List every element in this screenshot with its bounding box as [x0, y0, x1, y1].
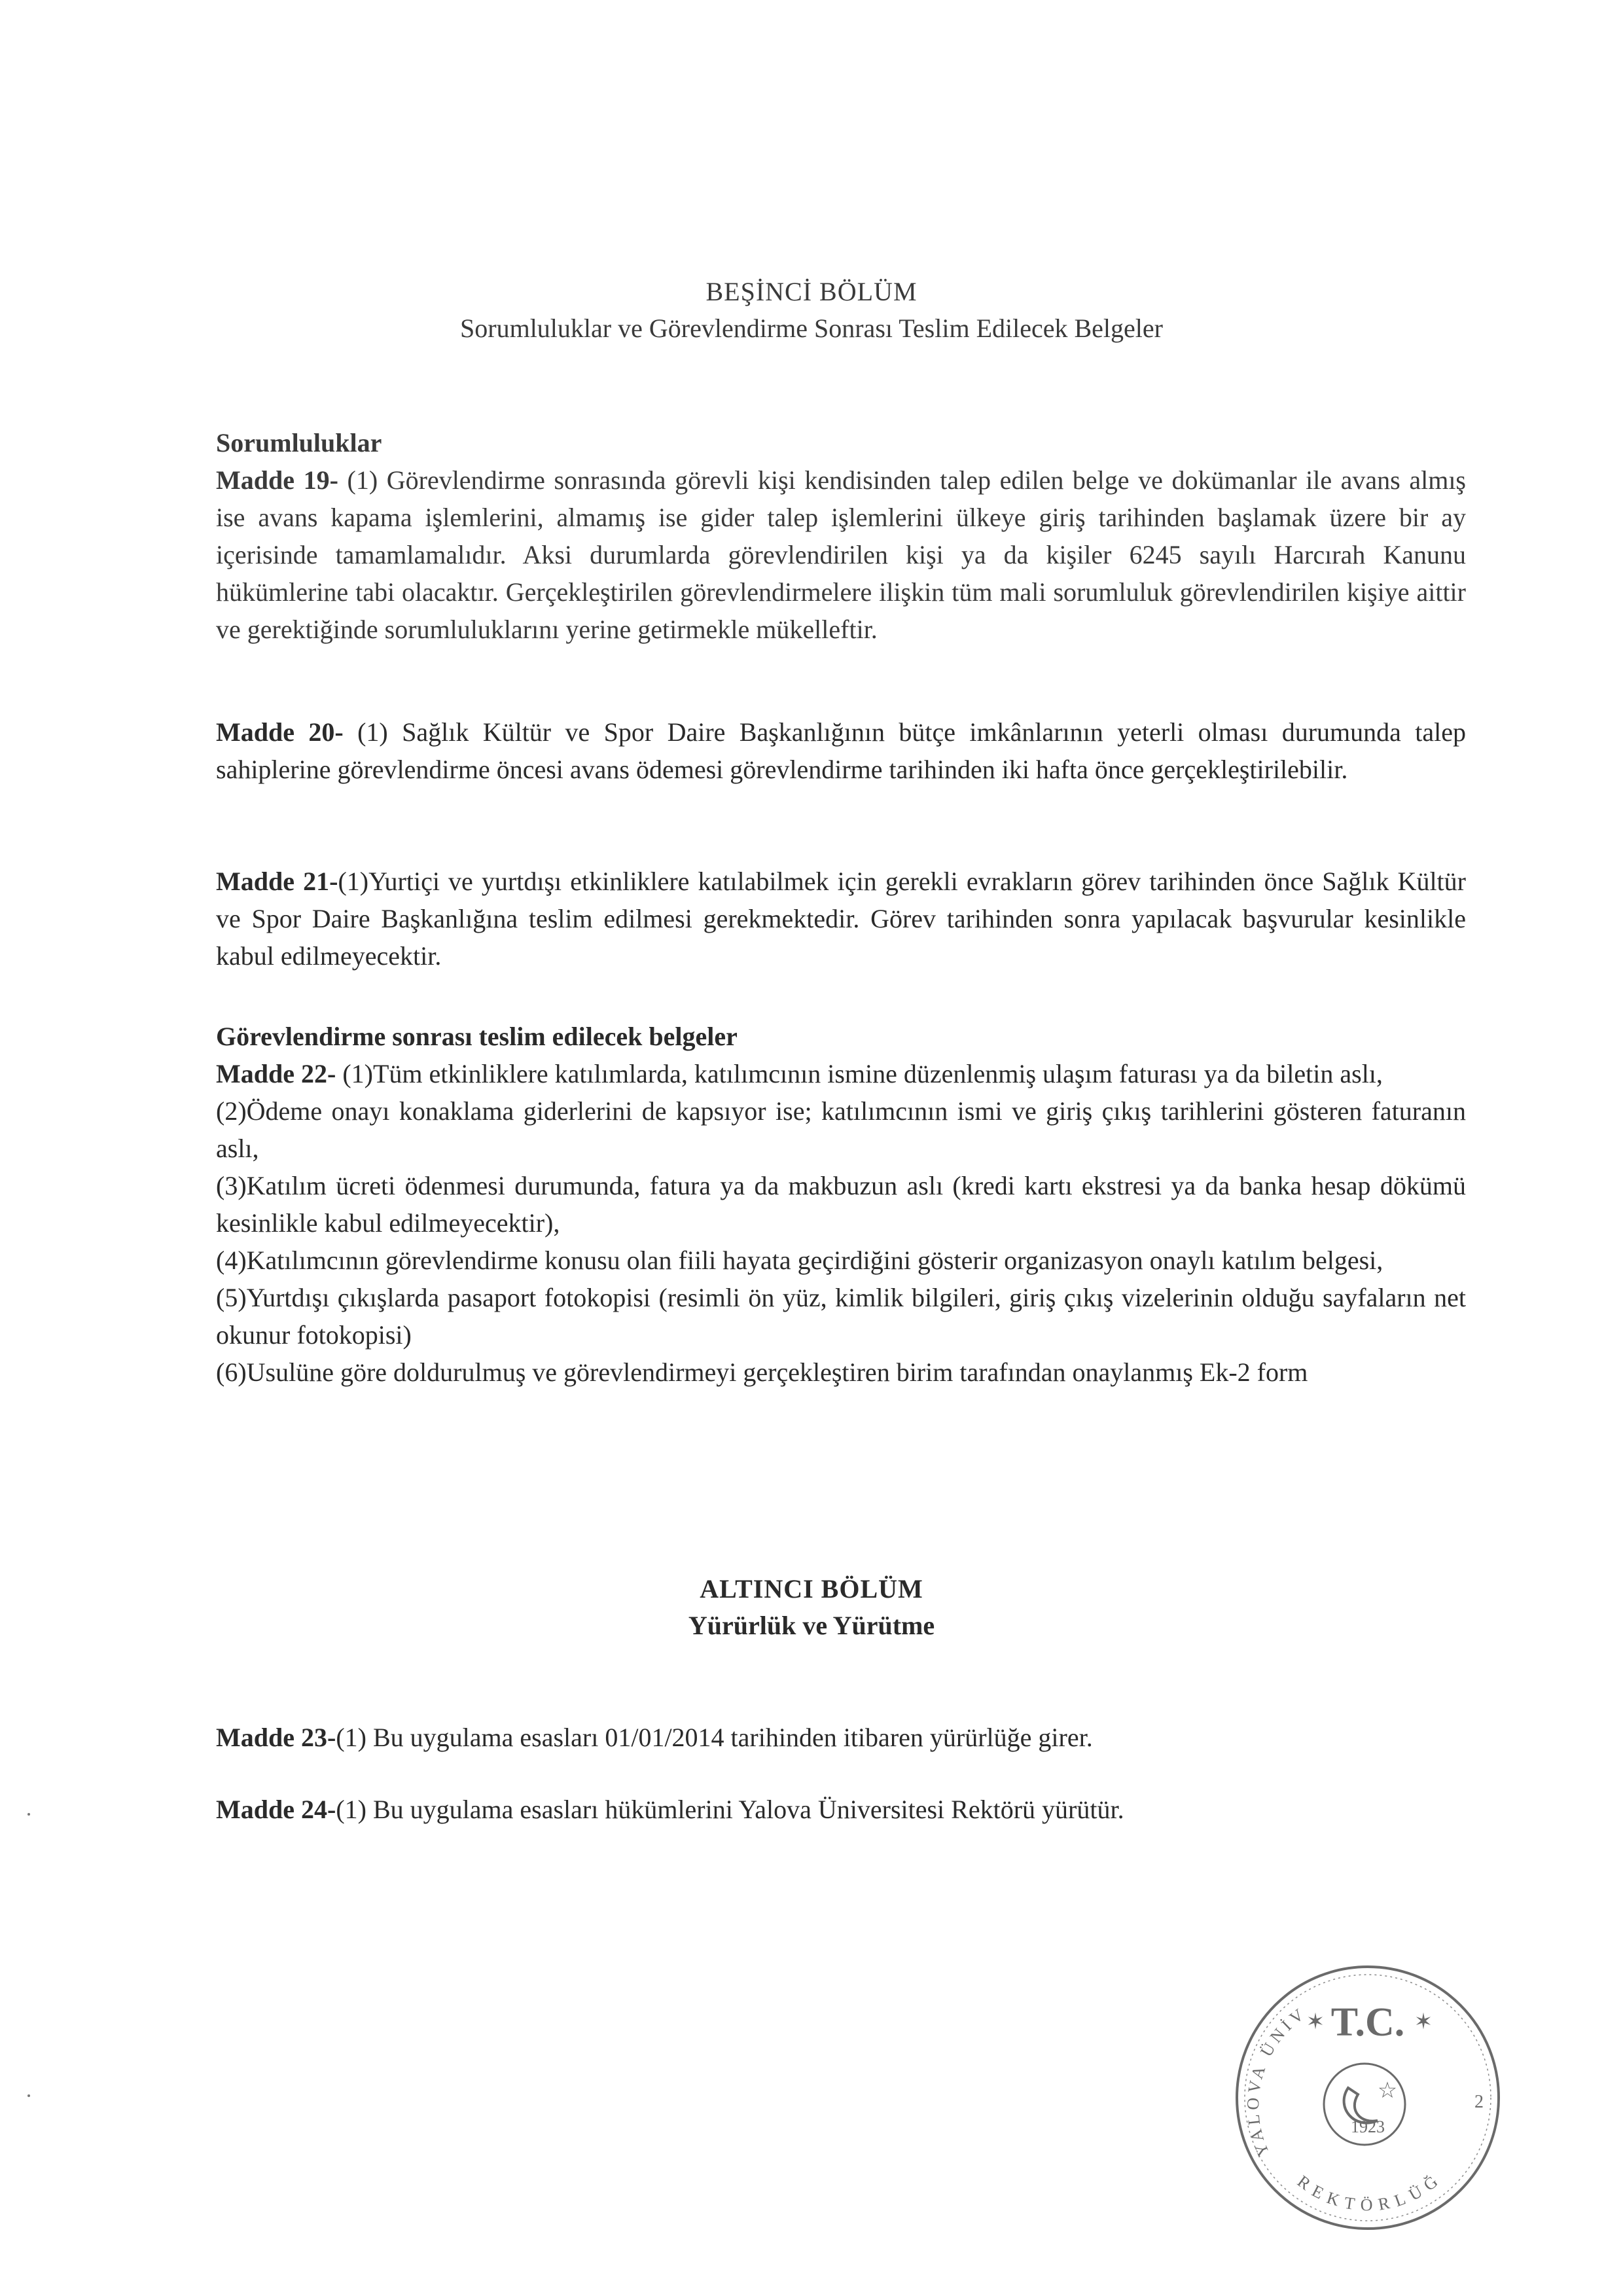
- madde-19-paragraph: [216, 461, 1466, 648]
- madde-22-item-6: (6)Usulüne göre doldurulmuş ve görevlendirmeyi gerçekleştiren birim tarafından onaylanmış Ek-2 form: [216, 1357, 1308, 1387]
- madde-23-paragraph: [216, 1719, 1466, 1756]
- madde-24-block: [216, 1791, 1466, 1828]
- seal-bottom-arc: REKTÖRLÜĞ: [1293, 2168, 1447, 2215]
- madde-22-item-text: (1)Tüm etkinliklere katılımlarda, katılımcının ismine düzenlenmiş ulaşım faturası ya da biletin aslı,: [336, 1059, 1383, 1088]
- responsibilities-heading: Sorumluluklar: [216, 428, 382, 457]
- madde-21-block: [216, 863, 1466, 975]
- section-5-title: BEŞİNCİ BÖLÜM: [705, 277, 918, 306]
- madde-22-item-2: (2)Ödeme onayı konaklama giderlerini de kapsıyor ise; katılımcının ismi ve giriş çıkış tarihlerini gösteren faturanın aslı,: [216, 1096, 1466, 1163]
- madde-20-block: [216, 713, 1466, 788]
- madde-24-paragraph: [216, 1791, 1466, 1828]
- madde-22-item-4: (4)Katılımcının görevlendirme konusu olan fiili hayata geçirdiğini gösterir organizasyon onaylı katılım belgesi,: [216, 1246, 1383, 1275]
- madde-24-label: Madde 24-: [216, 1795, 336, 1824]
- madde-21-label: Madde 21-: [216, 867, 338, 896]
- madde-20-label: Madde 20-: [216, 717, 344, 747]
- svg-text:✶: ✶: [1414, 2010, 1433, 2034]
- university-seal: [1224, 1957, 1512, 2238]
- madde-20-paragraph: [216, 713, 1466, 788]
- section-5-header: [0, 274, 1623, 347]
- madde-21-paragraph: [216, 863, 1466, 975]
- madde-24-text: (1) Bu uygulama esasları hükümlerini Yalova Üniversitesi Rektörü yürütür.: [336, 1795, 1124, 1824]
- margin-mark: [27, 2094, 30, 2097]
- madde-23-block: [216, 1719, 1466, 1756]
- madde-22-item-3: (3)Katılım ücreti ödenmesi durumunda, fatura ya da makbuzun aslı (kredi kartı ekstresi ya da banka hesap dökümü kesinlikle kabul edilmeyecektir),: [216, 1171, 1466, 1238]
- madde-23-text: (1) Bu uygulama esasları 01/01/2014 tarihinden itibaren yürürlüğe girer.: [336, 1723, 1093, 1752]
- seal-stamp-icon: [1224, 1957, 1512, 2238]
- madde-19-text: (1) Görevlendirme sonrasında görevli kişi kendisinden talep edilen belge ve dokümanlar ile avans almış ise avans kapama işlemlerini, almamış ise gider talep işlemlerini ülkeye giriş tarihinden başlamak üzere bir ay içerisinde tamamlamalıdır. Aksi durumlarda görevlendirilen kişi ya da kişiler 6245 sayılı Harcırah Kanunu hükümlerine tabi olacaktır. Gerçekleştirilen görevlendirmelere ilişkin tüm mali sorumluluk görevlendirilen kişiye aittir ve gerektiğinde sorumluluklarını yerine getirmekle mükelleftir.: [216, 465, 1466, 644]
- responsibilities-block: [216, 424, 1466, 648]
- madde-23-label: Madde 23-: [216, 1723, 336, 1752]
- seal-number: 2: [1474, 2092, 1484, 2112]
- svg-text:☆: ☆: [1377, 2079, 1398, 2103]
- section-6-header: [0, 1571, 1623, 1644]
- madde-22-item-1: [216, 1055, 1466, 1092]
- margin-mark: [27, 1813, 30, 1816]
- section-6-title: ALTINCI BÖLÜM: [700, 1574, 923, 1604]
- madde-20-text: (1) Sağlık Kültür ve Spor Daire Başkanlığının bütçe imkânlarının yeterli olması durumunda talep sahiplerine görevlendirme öncesi avans ödemesi görevlendirme tarihinden iki hafta önce gerçekleştirilebilir.: [216, 717, 1466, 784]
- madde-22-item-5: (5)Yurtdışı çıkışlarda pasaport fotokopisi (resimli ön yüz, kimlik bilgileri, giriş çıkış vizelerinin olduğu sayfaların net okunur fotokopisi): [216, 1283, 1466, 1350]
- madde-21-text: (1)Yurtiçi ve yurtdışı etkinliklere katılabilmek için gerekli evrakların görev tarihinden önce Sağlık Kültür ve Spor Daire Başkanlığına teslim edilmesi gerekmektedir. Görev tarihinden sonra yapılacak başvurular kesinlikle kabul edilmeyecektir.: [216, 867, 1466, 971]
- svg-text:✶: ✶: [1306, 2010, 1325, 2034]
- seal-top-text: T.C.: [1330, 2000, 1405, 2045]
- documents-heading: Görevlendirme sonrası teslim edilecek belgeler: [216, 1022, 738, 1051]
- seal-left-arc: YALOVA ÜNİV: [1243, 2003, 1311, 2160]
- section-5-subtitle: Sorumluluklar ve Görevlendirme Sonrası Teslim Edilecek Belgeler: [460, 314, 1163, 343]
- seal-year: 1923: [1351, 2117, 1385, 2136]
- documents-block: [216, 1018, 1466, 1391]
- madde-22-label: Madde 22-: [216, 1059, 336, 1088]
- madde-19-label: Madde 19-: [216, 465, 338, 495]
- section-6-subtitle: Yürürlük ve Yürütme: [688, 1611, 935, 1640]
